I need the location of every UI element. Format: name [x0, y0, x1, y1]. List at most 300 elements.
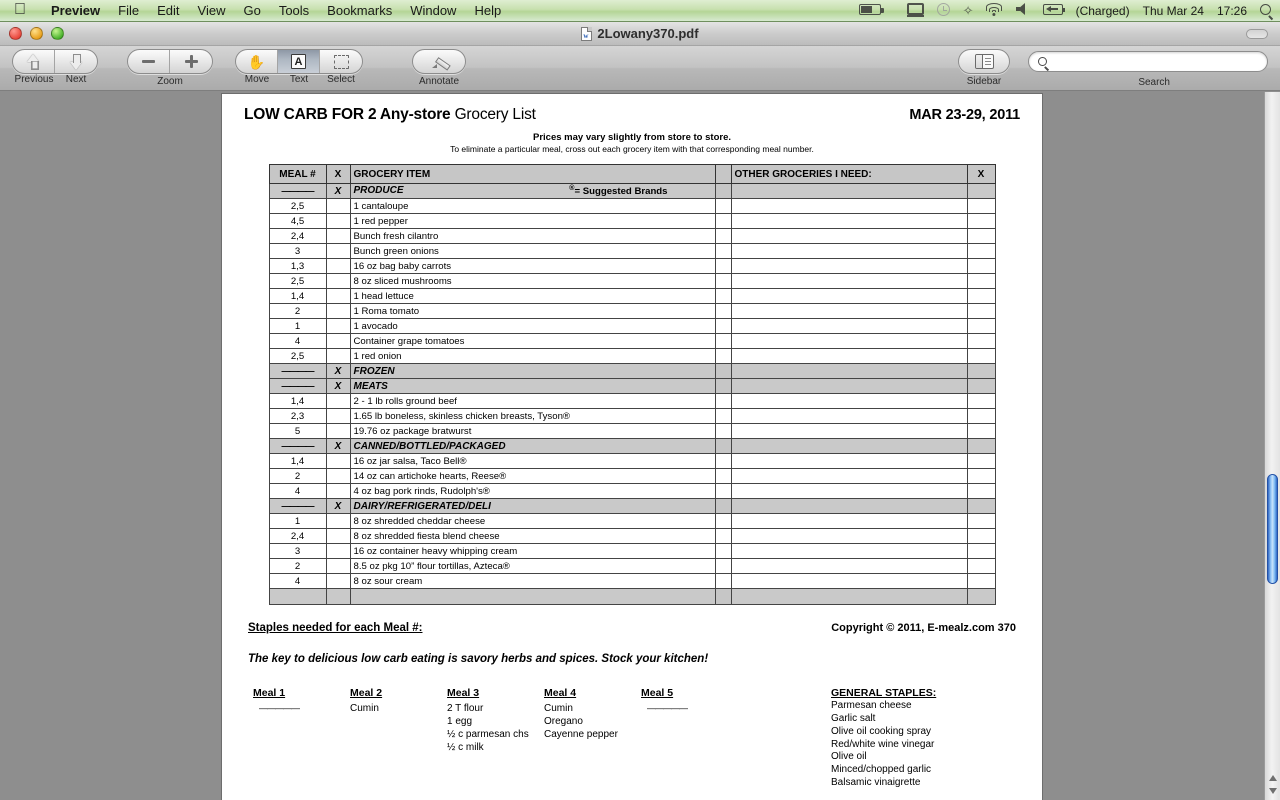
- select-label: Select: [327, 74, 355, 85]
- cell-other-groceries: [731, 394, 967, 409]
- preview-window: [0, 22, 1280, 800]
- table-row: [269, 559, 995, 574]
- plus-icon: [185, 55, 198, 68]
- navigation-labels: [13, 74, 97, 85]
- navigation-group: [12, 49, 98, 85]
- item-text: 1 avocado: [353, 320, 398, 332]
- cell-section-name: [350, 499, 715, 514]
- cell-other-groceries: [731, 334, 967, 349]
- item-text: 19.76 oz package bratwurst: [353, 425, 472, 437]
- table-row: [269, 244, 995, 259]
- cell-check-2: [967, 439, 995, 454]
- cell-other-groceries: [731, 529, 967, 544]
- item-text: 16 oz bag baby carrots: [353, 260, 452, 272]
- cell-check-2: [967, 379, 995, 394]
- cell-check-1: X: [326, 379, 350, 394]
- sidebar-icon: [975, 54, 994, 69]
- cell-check-2: [967, 229, 995, 244]
- tagline-text: The key to delicious low carb eating is savory herbs and spices. Stock your kitchen!: [248, 653, 709, 666]
- table-row: [269, 484, 995, 499]
- cell-grocery-item: [350, 349, 715, 364]
- cell-check-2: [967, 289, 995, 304]
- price-disclaimer: Prices may vary slightly from store to store.: [533, 132, 731, 143]
- cell-grocery-item: [350, 274, 715, 289]
- toolbar-toggle-button[interactable]: [1246, 29, 1268, 39]
- cell-other-groceries: [731, 514, 967, 529]
- cell-gap: [715, 424, 731, 439]
- cell-grocery-item: [350, 334, 715, 349]
- cell-meal-number: 1,4: [269, 289, 326, 304]
- cell-meal-number: 1,4: [269, 454, 326, 469]
- cell-check-2: [967, 559, 995, 574]
- cell-other-groceries: [731, 589, 967, 605]
- cell-check-1: [326, 424, 350, 439]
- cell-gap: [715, 529, 731, 544]
- cell-other-groceries: [731, 559, 967, 574]
- cell-grocery-item: [350, 529, 715, 544]
- cell-meal-number: 2,5: [269, 349, 326, 364]
- next-page-button[interactable]: [55, 50, 97, 73]
- cell-check-1: [326, 559, 350, 574]
- cell-check-1: [326, 289, 350, 304]
- annotate-segmented-control: [412, 49, 466, 74]
- cell-other-groceries: [731, 544, 967, 559]
- pdf-document-icon: [581, 27, 592, 41]
- cell-meal-number: 2: [269, 559, 326, 574]
- tool-mode-segmented-control: [235, 49, 363, 74]
- cell-grocery-item: [350, 199, 715, 214]
- cell-meal-number: [269, 589, 326, 605]
- cell-gap: [715, 304, 731, 319]
- text-label: Text: [289, 74, 309, 85]
- spotlight-search-icon[interactable]: [1260, 4, 1271, 18]
- sidebar-label: Sidebar: [966, 76, 1002, 87]
- cell-meal-number: 4,5: [269, 214, 326, 229]
- menu-item-bookmarks[interactable]: Bookmarks: [315, 2, 381, 18]
- general-staples-list: [831, 700, 1016, 790]
- meal-column-title: Meal 3: [447, 687, 480, 700]
- section-row: [269, 379, 995, 394]
- next-label: Next: [65, 74, 87, 85]
- cell-check-1: [326, 409, 350, 424]
- cell-grocery-item: [350, 484, 715, 499]
- cell-check-2: [967, 364, 995, 379]
- cell-gap: [715, 244, 731, 259]
- annotate-group: [412, 49, 466, 87]
- table-row: [269, 424, 995, 439]
- grocery-list-body: [269, 184, 995, 605]
- menubar-clock[interactable]: 17:26: [1216, 3, 1247, 18]
- cell-gap: [715, 439, 731, 454]
- search-icon: [1038, 57, 1047, 66]
- copyright-text: Copyright © 2011, E-mealz.com 370: [831, 622, 1016, 635]
- cell-gap: [715, 274, 731, 289]
- cell-check-1: [326, 544, 350, 559]
- bluetooth-icon[interactable]: ✧: [962, 2, 973, 18]
- volume-icon[interactable]: [1016, 3, 1030, 18]
- meal-column-title: Meal 1: [253, 687, 286, 700]
- cell-meal-number: ————: [269, 364, 326, 379]
- cell-grocery-item: [350, 244, 715, 259]
- cell-other-groceries: [731, 184, 967, 199]
- menu-bar-status-items: [859, 3, 1271, 19]
- meal-staple-item: ½ c parmesan chs: [447, 729, 529, 741]
- cell-other-groceries: [731, 409, 967, 424]
- cell-check-1: [326, 334, 350, 349]
- cell-gap: [715, 214, 731, 229]
- cell-check-2: [967, 499, 995, 514]
- cell-grocery-item: [350, 409, 715, 424]
- cell-gap: [715, 364, 731, 379]
- cell-check-1: [326, 319, 350, 334]
- cell-grocery-item: [350, 514, 715, 529]
- move-label: Move: [244, 74, 270, 85]
- cell-check-2: [967, 544, 995, 559]
- table-row: [269, 289, 995, 304]
- cell-grocery-item: [350, 589, 715, 605]
- meal-column-title: Meal 2: [350, 687, 383, 700]
- menu-item-help[interactable]: Help: [462, 2, 490, 18]
- cell-section-name: [350, 364, 715, 379]
- table-row: [269, 199, 995, 214]
- cell-other-groceries: [731, 574, 967, 589]
- cell-gap: [715, 409, 731, 424]
- cell-grocery-item: [350, 454, 715, 469]
- item-text: 8 oz sour cream: [353, 575, 423, 587]
- cell-section-name: [350, 439, 715, 454]
- meal-column-title: Meal 5: [641, 687, 674, 700]
- cell-meal-number: 1: [269, 319, 326, 334]
- item-text: CANNED/BOTTLED/PACKAGED: [353, 440, 506, 452]
- item-text: 1 Roma tomato: [353, 305, 420, 317]
- menu-item-tools[interactable]: Tools: [266, 2, 298, 18]
- cell-check-2: [967, 469, 995, 484]
- table-row: [269, 514, 995, 529]
- cell-meal-number: 2,3: [269, 409, 326, 424]
- cell-gap: [715, 259, 731, 274]
- cell-meal-number: 2,4: [269, 529, 326, 544]
- cell-gap: [715, 334, 731, 349]
- cell-check-1: [326, 199, 350, 214]
- suggested-brands-label: = Suggested Brands: [574, 186, 668, 198]
- pencil-icon: [431, 55, 448, 69]
- grocery-list-table: [269, 164, 996, 605]
- toolbar: [0, 46, 1280, 91]
- cell-check-1: [326, 229, 350, 244]
- cell-gap: [715, 589, 731, 605]
- scrollbar-thumb[interactable]: [1267, 474, 1278, 584]
- cell-check-1: [326, 469, 350, 484]
- cell-meal-number: 2: [269, 304, 326, 319]
- meal-staple-item: 1 egg: [447, 716, 473, 728]
- item-text: 16 oz container heavy whipping cream: [353, 545, 518, 557]
- battery-status-label[interactable]: (Charged): [1075, 3, 1130, 18]
- cell-gap: [715, 289, 731, 304]
- minimize-button[interactable]: [30, 27, 43, 40]
- table-row: [269, 394, 995, 409]
- general-staple-item: Balsamic vinaigrette: [831, 776, 921, 788]
- cell-other-groceries: [731, 349, 967, 364]
- cell-meal-number: 1,4: [269, 394, 326, 409]
- cell-meal-number: 5: [269, 424, 326, 439]
- cell-check-1: [326, 274, 350, 289]
- meal-column-5: [641, 687, 738, 790]
- item-text: Container grape tomatoes: [353, 335, 465, 347]
- cell-other-groceries: [731, 379, 967, 394]
- minus-icon: [142, 60, 155, 63]
- general-staple-item: Olive oil: [831, 751, 867, 763]
- cell-check-2: [967, 424, 995, 439]
- cell-other-groceries: [731, 469, 967, 484]
- previous-page-button[interactable]: [13, 50, 55, 73]
- zoom-group: [127, 49, 213, 87]
- menu-items: [39, 2, 510, 20]
- document-title: [244, 106, 536, 124]
- cell-other-groceries: [731, 214, 967, 229]
- sidebar-segmented-control: [958, 49, 1010, 74]
- arrow-up-icon: [27, 54, 40, 70]
- cell-gap: [715, 574, 731, 589]
- cell-gap: [715, 484, 731, 499]
- arrow-down-icon: [70, 54, 83, 70]
- cell-grocery-item: [350, 544, 715, 559]
- suggested-brands-note: [569, 185, 667, 197]
- cell-gap: [715, 469, 731, 484]
- item-text: PRODUCE: [353, 185, 404, 196]
- cell-meal-number: 1,3: [269, 259, 326, 274]
- text-tool-button[interactable]: [278, 50, 320, 73]
- sidebar-toggle-button[interactable]: [959, 50, 1009, 73]
- document-scroll-area[interactable]: [0, 92, 1280, 800]
- cell-grocery-item: [350, 574, 715, 589]
- cell-check-1: [326, 484, 350, 499]
- menu-item-edit[interactable]: Edit: [145, 2, 168, 18]
- tool-mode-group: [235, 49, 363, 85]
- cell-other-groceries: [731, 454, 967, 469]
- menu-item-go[interactable]: Go: [231, 2, 249, 18]
- table-row: [269, 259, 995, 274]
- cell-gap: [715, 514, 731, 529]
- cell-other-groceries: [731, 484, 967, 499]
- cell-check-2: [967, 454, 995, 469]
- item-text: 8 oz sliced mushrooms: [353, 275, 452, 287]
- cell-grocery-item: [350, 424, 715, 439]
- cell-check-2: [967, 214, 995, 229]
- cell-other-groceries: [731, 229, 967, 244]
- zoom-out-button[interactable]: [128, 50, 170, 73]
- general-staple-item: Parmesan cheese: [831, 700, 912, 712]
- table-row: [269, 214, 995, 229]
- tool-mode-labels: [236, 74, 362, 85]
- cell-meal-number: 4: [269, 334, 326, 349]
- cell-check-2: [967, 574, 995, 589]
- cell-check-2: [967, 244, 995, 259]
- item-text: DAIRY/REFRIGERATED/DELI: [353, 500, 491, 512]
- item-text: 1 head lettuce: [353, 290, 414, 302]
- item-text: 1.65 lb boneless, skinless chicken breasts, Tyson®: [353, 410, 570, 422]
- cell-check-1: [326, 214, 350, 229]
- time-machine-icon[interactable]: [937, 3, 950, 19]
- window-title-bar[interactable]: [0, 22, 1280, 46]
- cell-gap: [715, 349, 731, 364]
- cell-other-groceries: [731, 289, 967, 304]
- item-text: 4 oz bag pork rinds, Rudolph's®: [353, 485, 490, 497]
- cell-grocery-item: [350, 304, 715, 319]
- select-tool-button[interactable]: [320, 50, 362, 73]
- time-machine-battery-icon[interactable]: [859, 4, 881, 18]
- table-row: [269, 274, 995, 289]
- staples-heading: Staples needed for each Meal #:: [248, 622, 423, 635]
- header-check-2: X: [967, 165, 995, 184]
- item-text: 8 oz shredded fiesta blend cheese: [353, 530, 500, 542]
- wifi-icon[interactable]: [986, 3, 1003, 18]
- cell-check-2: [967, 259, 995, 274]
- hand-icon: ✋: [247, 53, 266, 70]
- item-text: Bunch green onions: [353, 245, 439, 257]
- close-button[interactable]: [9, 27, 22, 40]
- meal-columns: [248, 687, 831, 790]
- cell-check-2: [967, 394, 995, 409]
- annotate-button[interactable]: [413, 50, 465, 73]
- pdf-page: [222, 94, 1042, 800]
- scrollbar-arrows[interactable]: [1266, 770, 1279, 800]
- registered-mark-icon: ®: [569, 185, 575, 192]
- cell-gap: [715, 499, 731, 514]
- cell-grocery-item: [350, 469, 715, 484]
- cell-check-1: X: [326, 184, 350, 199]
- table-row: [269, 544, 995, 559]
- cell-gap: [715, 394, 731, 409]
- item-text: 1 red pepper: [353, 215, 408, 227]
- cell-meal-number: ————: [269, 499, 326, 514]
- cell-other-groceries: [731, 274, 967, 289]
- cell-check-2: [967, 514, 995, 529]
- zoom-label: Zoom: [157, 76, 183, 87]
- cell-check-1: [326, 304, 350, 319]
- table-row: [269, 229, 995, 244]
- meal-staple-item: —————: [647, 703, 687, 714]
- table-row: [269, 304, 995, 319]
- cell-check-1: [326, 529, 350, 544]
- cell-section-name: [350, 184, 715, 199]
- cell-other-groceries: [731, 199, 967, 214]
- zoom-segmented-control: [127, 49, 213, 74]
- general-staple-item: Red/white wine vinegar: [831, 738, 935, 750]
- item-text: 16 oz jar salsa, Taco Bell®: [353, 455, 467, 467]
- section-row: [269, 364, 995, 379]
- meal-staple-item: 2 T flour: [447, 703, 484, 715]
- general-staple-item: Minced/chopped garlic: [831, 764, 932, 776]
- cell-check-1: [326, 589, 350, 605]
- footer-row: [248, 622, 1016, 634]
- cell-grocery-item: [350, 559, 715, 574]
- text-select-icon: A: [291, 54, 306, 69]
- cell-gap: [715, 199, 731, 214]
- scroll-up-arrow-icon[interactable]: [1269, 775, 1277, 781]
- cell-meal-number: ————: [269, 379, 326, 394]
- cell-other-groceries: [731, 259, 967, 274]
- table-row: [269, 469, 995, 484]
- section-row: [269, 439, 995, 454]
- zoom-in-button[interactable]: [170, 50, 212, 73]
- cell-check-2: [967, 589, 995, 605]
- annotate-label: Annotate: [418, 76, 460, 87]
- cell-check-2: [967, 334, 995, 349]
- menubar-date[interactable]: Thu Mar 24: [1142, 3, 1204, 18]
- vertical-scrollbar[interactable]: [1264, 92, 1280, 800]
- cell-grocery-item: [350, 394, 715, 409]
- general-staples-column: [831, 687, 1016, 790]
- menu-item-view[interactable]: View: [185, 2, 214, 18]
- document-title-rest: Grocery List: [450, 106, 536, 123]
- cell-meal-number: 3: [269, 244, 326, 259]
- menu-item-file[interactable]: File: [106, 2, 128, 18]
- cell-check-1: [326, 454, 350, 469]
- cell-meal-number: 3: [269, 544, 326, 559]
- meal-column-3: [447, 687, 544, 790]
- cell-check-1: [326, 394, 350, 409]
- search-label: Search: [1138, 77, 1170, 88]
- general-staple-item: Garlic salt: [831, 712, 876, 724]
- cell-meal-number: 2: [269, 469, 326, 484]
- blank-row: [269, 589, 995, 605]
- section-row: [269, 499, 995, 514]
- table-row: [269, 334, 995, 349]
- item-text: 1 red onion: [353, 350, 402, 362]
- cell-check-1: [326, 574, 350, 589]
- cell-grocery-item: [350, 214, 715, 229]
- item-text: 1 cantaloupe: [353, 200, 409, 212]
- cell-other-groceries: [731, 244, 967, 259]
- apple-logo-icon[interactable]: [14, 2, 26, 18]
- move-tool-button[interactable]: [236, 50, 278, 73]
- search-input[interactable]: [1052, 56, 1258, 68]
- cell-meal-number: 2,5: [269, 199, 326, 214]
- cell-gap: [715, 319, 731, 334]
- display-icon[interactable]: [907, 3, 924, 18]
- cell-grocery-item: [350, 259, 715, 274]
- cell-check-2: [967, 529, 995, 544]
- cell-check-1: X: [326, 499, 350, 514]
- cell-section-name: [350, 379, 715, 394]
- power-plug-icon[interactable]: [1043, 4, 1063, 18]
- cell-other-groceries: [731, 499, 967, 514]
- cell-gap: [715, 229, 731, 244]
- search-field[interactable]: [1028, 51, 1268, 72]
- meal-column-2: [350, 687, 447, 790]
- menu-item-preview[interactable]: Preview: [39, 2, 89, 18]
- scroll-down-arrow-icon[interactable]: [1269, 788, 1277, 794]
- cell-check-1: [326, 349, 350, 364]
- cell-check-2: [967, 274, 995, 289]
- cell-check-2: [967, 484, 995, 499]
- cell-meal-number: ————: [269, 184, 326, 199]
- general-staple-item: Olive oil cooking spray: [831, 725, 932, 737]
- cell-gap: [715, 559, 731, 574]
- zoom-button[interactable]: [51, 27, 64, 40]
- meal-elimination-note: To eliminate a particular meal, cross out each grocery item with that corresponding meal number.: [450, 144, 814, 154]
- cell-other-groceries: [731, 424, 967, 439]
- cell-check-2: [967, 184, 995, 199]
- cell-check-1: X: [326, 364, 350, 379]
- menu-item-window[interactable]: Window: [398, 2, 445, 18]
- meal-staple-item: Cumin: [544, 703, 573, 715]
- meal-staple-item: —————: [259, 703, 299, 714]
- header-check-1: X: [326, 165, 350, 184]
- item-text: 14 oz can artichoke hearts, Reese®: [353, 470, 507, 482]
- cell-check-2: [967, 199, 995, 214]
- meal-column-1: [253, 687, 350, 790]
